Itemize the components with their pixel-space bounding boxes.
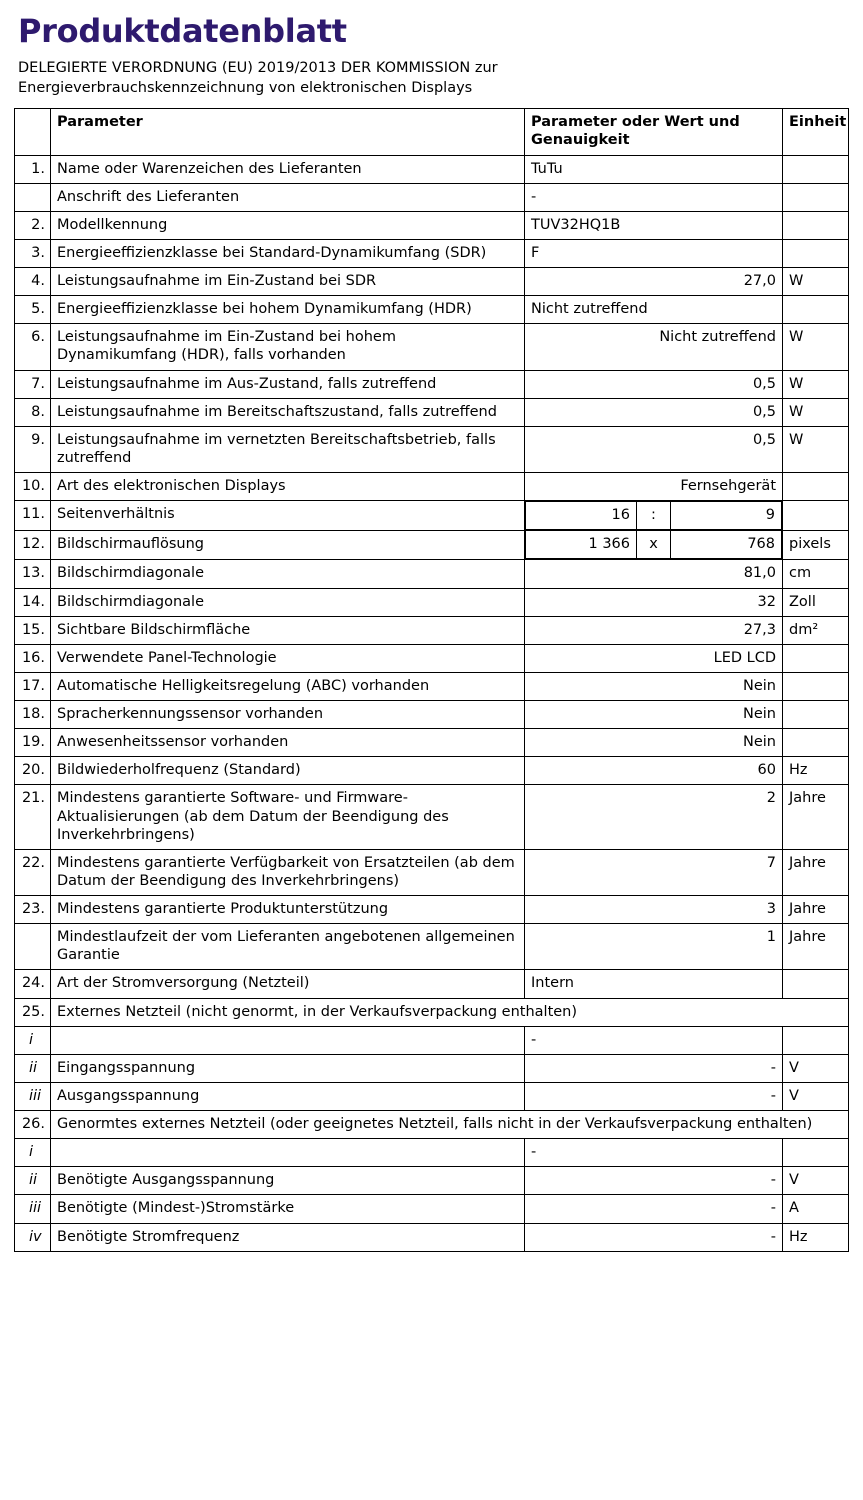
- row-value: F: [525, 239, 783, 267]
- table-row: [15, 296, 849, 324]
- row-parameter: Bildschirmdiagonale: [51, 588, 525, 616]
- row-number: 22.: [15, 849, 51, 895]
- row-parameter: Mindestlaufzeit der vom Lieferanten angebotenen allgemeinen Garantie: [51, 924, 525, 970]
- table-row: [15, 501, 849, 531]
- row-parameter: Anwesenheitssensor vorhanden: [51, 729, 525, 757]
- row-value: 7: [525, 849, 783, 895]
- row-value: Fernsehgerät: [525, 473, 783, 501]
- row-value: -: [525, 183, 783, 211]
- table-row: [15, 530, 849, 560]
- row-parameter: Mindestens garantierte Verfügbarkeit von Ersatzteilen (ab dem Datum der Beendigung des Inverkehrbringens): [51, 849, 525, 895]
- row-value: -: [525, 1223, 783, 1251]
- row-value: -: [525, 1054, 783, 1082]
- row-number: 20.: [15, 757, 51, 785]
- row-parameter: Leistungsaufnahme im vernetzten Bereitschaftsbetrieb, falls zutreffend: [51, 426, 525, 472]
- table-row: [15, 398, 849, 426]
- row-parameter: Ausgangsspannung: [51, 1082, 525, 1110]
- row-parameter: Leistungsaufnahme im Ein-Zustand bei SDR: [51, 268, 525, 296]
- row-parameter: Mindestens garantierte Software- und Firmware-Aktualisierungen (ab dem Datum der Beendigung des Inverkehrbringens): [51, 785, 525, 849]
- row-number: 9.: [15, 426, 51, 472]
- row-value: Nicht zutreffend: [525, 296, 783, 324]
- table-row: [15, 426, 849, 472]
- row-unit: pixels: [783, 530, 849, 560]
- row-parameter: Bildschirmauflösung: [51, 530, 525, 560]
- row-parameter: Leistungsaufnahme im Aus-Zustand, falls zutreffend: [51, 370, 525, 398]
- table-row: [15, 324, 849, 370]
- row-number: [15, 924, 51, 970]
- table-row: [15, 211, 849, 239]
- table-row: [15, 701, 849, 729]
- row-value: -: [525, 1167, 783, 1195]
- row-unit: [783, 473, 849, 501]
- table-row: [15, 588, 849, 616]
- row-unit: [783, 672, 849, 700]
- table-row: [15, 729, 849, 757]
- row-value-b: 9: [671, 501, 782, 530]
- row-value: [525, 501, 783, 531]
- row-number: 1.: [15, 155, 51, 183]
- row-number: 21.: [15, 785, 51, 849]
- row-parameter: Verwendete Panel-Technologie: [51, 644, 525, 672]
- row-unit: A: [783, 1195, 849, 1223]
- row-number: [15, 183, 51, 211]
- row-number: 16.: [15, 644, 51, 672]
- table-row: [15, 1223, 849, 1251]
- row-number: 5.: [15, 296, 51, 324]
- row-value: Nein: [525, 729, 783, 757]
- row-unit: [783, 296, 849, 324]
- row-number: ii: [15, 1054, 51, 1082]
- row-parameter: Art des elektronischen Displays: [51, 473, 525, 501]
- row-unit: [783, 239, 849, 267]
- table-row: [15, 672, 849, 700]
- row-unit: Jahre: [783, 896, 849, 924]
- table-row: [15, 473, 849, 501]
- regulation-intro: [18, 59, 849, 98]
- row-number: 14.: [15, 588, 51, 616]
- row-number: 26.: [15, 1111, 51, 1139]
- row-unit: [783, 211, 849, 239]
- regulation-intro-line-2: Energieverbrauchskennzeichnung von elektronischen Displays: [18, 79, 473, 96]
- row-value: Nein: [525, 672, 783, 700]
- row-value: 2: [525, 785, 783, 849]
- table-row: [15, 1195, 849, 1223]
- row-number: 10.: [15, 473, 51, 501]
- row-number: 23.: [15, 896, 51, 924]
- table-row: [15, 644, 849, 672]
- row-parameter: Externes Netzteil (nicht genormt, in der Verkaufsverpackung enthalten): [51, 998, 849, 1026]
- row-value: -: [525, 1139, 783, 1167]
- row-unit: dm²: [783, 616, 849, 644]
- row-value: 27,0: [525, 268, 783, 296]
- row-value: [525, 530, 783, 560]
- table-header-row: [15, 109, 849, 155]
- row-number: 12.: [15, 530, 51, 560]
- row-value: 27,3: [525, 616, 783, 644]
- row-parameter: Sichtbare Bildschirmfläche: [51, 616, 525, 644]
- header-unit: Einheit: [783, 109, 849, 155]
- table-row: [15, 785, 849, 849]
- row-value-b: 768: [671, 530, 782, 559]
- row-unit: Jahre: [783, 924, 849, 970]
- row-parameter: Name oder Warenzeichen des Lieferanten: [51, 155, 525, 183]
- row-parameter: Art der Stromversorgung (Netzteil): [51, 970, 525, 998]
- row-parameter: Bildschirmdiagonale: [51, 560, 525, 588]
- row-number: 19.: [15, 729, 51, 757]
- row-unit: Hz: [783, 1223, 849, 1251]
- table-row: [15, 1139, 849, 1167]
- row-unit: W: [783, 324, 849, 370]
- row-value-a: 16: [525, 501, 637, 530]
- table-row: [15, 1054, 849, 1082]
- row-parameter: Seitenverhältnis: [51, 501, 525, 531]
- row-value-separator: x: [637, 530, 671, 559]
- row-parameter: Spracherkennungssensor vorhanden: [51, 701, 525, 729]
- row-value: TuTu: [525, 155, 783, 183]
- row-unit: Zoll: [783, 588, 849, 616]
- row-number: 13.: [15, 560, 51, 588]
- row-number: ii: [15, 1167, 51, 1195]
- row-unit: W: [783, 370, 849, 398]
- row-unit: [783, 970, 849, 998]
- row-unit: cm: [783, 560, 849, 588]
- row-parameter: Anschrift des Lieferanten: [51, 183, 525, 211]
- table-row: [15, 970, 849, 998]
- table-row: [15, 1111, 849, 1139]
- table-row: [15, 239, 849, 267]
- row-parameter: Modellkennung: [51, 211, 525, 239]
- spec-table-body: [15, 109, 849, 1251]
- row-unit: [783, 1139, 849, 1167]
- row-number: 17.: [15, 672, 51, 700]
- row-number: i: [15, 1026, 51, 1054]
- regulation-intro-line-1: DELEGIERTE VERORDNUNG (EU) 2019/2013 DER KOMMISSION zur: [18, 60, 498, 77]
- row-value: 32: [525, 588, 783, 616]
- table-row: [15, 896, 849, 924]
- row-value: Intern: [525, 970, 783, 998]
- row-parameter: [51, 1139, 525, 1167]
- row-parameter: Eingangsspannung: [51, 1054, 525, 1082]
- row-unit: V: [783, 1054, 849, 1082]
- row-unit: V: [783, 1167, 849, 1195]
- table-row: [15, 849, 849, 895]
- row-value-separator: :: [637, 501, 671, 530]
- row-parameter: Benötigte Stromfrequenz: [51, 1223, 525, 1251]
- row-unit: W: [783, 268, 849, 296]
- row-number: 2.: [15, 211, 51, 239]
- header-value: Parameter oder Wert und Genauigkeit: [525, 109, 783, 155]
- table-row: [15, 616, 849, 644]
- row-value: 0,5: [525, 370, 783, 398]
- row-unit: [783, 501, 849, 531]
- row-number: 6.: [15, 324, 51, 370]
- row-parameter: Benötigte (Mindest-)Stromstärke: [51, 1195, 525, 1223]
- table-row: [15, 155, 849, 183]
- row-number: iv: [15, 1223, 51, 1251]
- row-number: 11.: [15, 501, 51, 531]
- row-unit: [783, 1026, 849, 1054]
- row-unit: [783, 644, 849, 672]
- table-row: [15, 370, 849, 398]
- row-parameter: Genormtes externes Netzteil (oder geeignetes Netzteil, falls nicht in der Verkaufsverpackung enthalten): [51, 1111, 849, 1139]
- row-value: 0,5: [525, 398, 783, 426]
- row-unit: [783, 701, 849, 729]
- row-unit: W: [783, 426, 849, 472]
- row-number: 15.: [15, 616, 51, 644]
- row-number: 24.: [15, 970, 51, 998]
- row-number: 18.: [15, 701, 51, 729]
- row-unit: [783, 183, 849, 211]
- table-row: [15, 183, 849, 211]
- row-parameter: Energieeffizienzklasse bei hohem Dynamikumfang (HDR): [51, 296, 525, 324]
- row-number: 25.: [15, 998, 51, 1026]
- row-parameter: Energieeffizienzklasse bei Standard-Dynamikumfang (SDR): [51, 239, 525, 267]
- row-value: -: [525, 1195, 783, 1223]
- table-row: [15, 998, 849, 1026]
- header-parameter: Parameter: [51, 109, 525, 155]
- row-number: 3.: [15, 239, 51, 267]
- row-number: iii: [15, 1195, 51, 1223]
- row-value-a: 1 366: [525, 530, 637, 559]
- row-parameter: Bildwiederholfrequenz (Standard): [51, 757, 525, 785]
- row-parameter: Leistungsaufnahme im Bereitschaftszustand, falls zutreffend: [51, 398, 525, 426]
- row-value: Nein: [525, 701, 783, 729]
- row-number: 8.: [15, 398, 51, 426]
- table-row: [15, 560, 849, 588]
- row-number: 7.: [15, 370, 51, 398]
- table-row: [15, 268, 849, 296]
- row-value: -: [525, 1082, 783, 1110]
- row-unit: Jahre: [783, 785, 849, 849]
- table-row: [15, 1167, 849, 1195]
- row-parameter: Leistungsaufnahme im Ein-Zustand bei hohem Dynamikumfang (HDR), falls vorhanden: [51, 324, 525, 370]
- row-value: 81,0: [525, 560, 783, 588]
- row-unit: Jahre: [783, 849, 849, 895]
- row-value: -: [525, 1026, 783, 1054]
- row-value: 0,5: [525, 426, 783, 472]
- row-unit: [783, 729, 849, 757]
- table-row: [15, 757, 849, 785]
- row-value: Nicht zutreffend: [525, 324, 783, 370]
- row-unit: [783, 155, 849, 183]
- header-num: [15, 109, 51, 155]
- table-row: [15, 1082, 849, 1110]
- row-number: 4.: [15, 268, 51, 296]
- row-value: LED LCD: [525, 644, 783, 672]
- row-unit: Hz: [783, 757, 849, 785]
- row-number: iii: [15, 1082, 51, 1110]
- row-number: i: [15, 1139, 51, 1167]
- row-unit: V: [783, 1082, 849, 1110]
- row-value: TUV32HQ1B: [525, 211, 783, 239]
- row-parameter: Mindestens garantierte Produktunterstützung: [51, 896, 525, 924]
- page-title: Produktdatenblatt: [18, 12, 347, 50]
- row-value: 3: [525, 896, 783, 924]
- row-parameter: Benötigte Ausgangsspannung: [51, 1167, 525, 1195]
- row-value: 1: [525, 924, 783, 970]
- table-row: [15, 924, 849, 970]
- row-value: 60: [525, 757, 783, 785]
- row-parameter: [51, 1026, 525, 1054]
- table-row: [15, 1026, 849, 1054]
- product-spec-table: [14, 108, 849, 1251]
- row-parameter: Automatische Helligkeitsregelung (ABC) vorhanden: [51, 672, 525, 700]
- row-unit: W: [783, 398, 849, 426]
